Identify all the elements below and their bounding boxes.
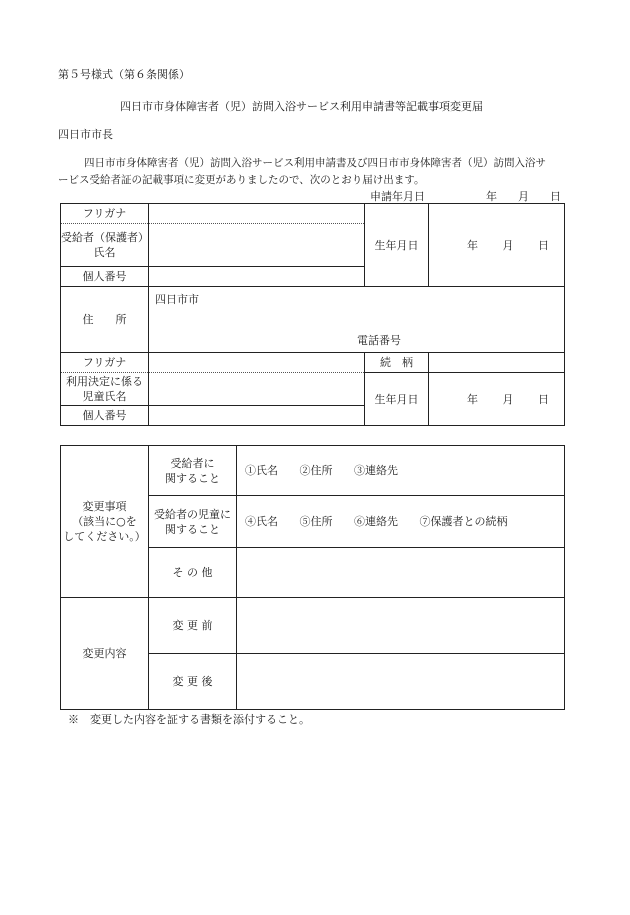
child-personal-number-label: 個人番号 [61,406,149,426]
recipient-options [237,446,565,496]
furigana-field[interactable] [149,204,365,224]
change-items-label-line1: 変更事項 [82,500,127,513]
option-recipient-contact[interactable]: ③連絡先 [354,464,398,477]
child-name-label [61,373,149,406]
child-name-label-line1: 利用決定に係る [66,375,143,388]
child-options [237,496,565,548]
option-recipient-address[interactable]: ②住所 [299,464,333,477]
application-month: 月 [518,190,529,203]
child-furigana-field[interactable] [149,353,365,373]
child-birth-date-field[interactable] [429,373,565,426]
personal-number-label: 個人番号 [61,267,149,287]
child-birth-month: 月 [502,392,514,406]
child-personal-number-field[interactable] [149,406,365,426]
child-birth-year: 年 [467,392,478,406]
intro-line-2: ービス受給者証の記載事項に変更がありましたので、次のとおり届け出ます。 [58,174,425,186]
recipient-name-label-line1: 受給者（保護者） [61,231,149,244]
option-child-contact[interactable]: ⑥連絡先 [354,515,398,528]
child-birth-date-label: 生年月日 [365,373,429,426]
change-table [60,445,565,710]
child-category-line2: 関すること [165,522,220,536]
birth-year: 年 [467,238,478,252]
option-child-relationship[interactable]: ⑦保護者との続柄 [419,515,508,528]
option-child-name[interactable]: ④氏名 [245,515,278,528]
address-prefill: 四日市市 [155,293,199,306]
change-items-label-line2: （該当に○を [72,515,137,528]
after-field[interactable] [237,654,565,710]
before-field[interactable] [237,598,565,654]
furigana-label: フリガナ [61,204,149,224]
recipient-category-line2: 関すること [165,471,220,485]
recipient-category-label [149,446,237,496]
birth-date-label: 生年月日 [365,204,429,287]
after-label: 変 更 後 [149,654,237,710]
relationship-field[interactable] [429,353,565,373]
relationship-label: 続 柄 [365,353,429,373]
applicant-table [60,203,565,426]
footnote: ※ 変更した内容を証する書類を添付すること。 [68,713,310,726]
recipient-name-label-line2: 氏名 [93,246,116,259]
other-label: そ の 他 [149,548,237,598]
application-date-label: 申請年月日 [370,190,425,203]
option-child-address[interactable]: ⑤住所 [299,515,333,528]
birth-month: 月 [502,238,514,252]
child-name-field[interactable] [149,373,365,406]
intro-line-1: 四日市市身体障害者（児）訪問入浴サービス利用申請書及び四日市市身体障害者（児）訪問入浴サ [84,157,546,169]
addressee: 四日市市長 [58,128,113,141]
child-name-label-line2: 児童氏名 [82,390,127,403]
birth-date-field[interactable] [429,204,565,287]
birth-day: 日 [538,238,549,252]
application-year: 年 [486,190,497,203]
application-day: 日 [550,190,561,203]
change-items-label-line3: してください。） [63,530,146,543]
address-field[interactable] [149,287,565,353]
recipient-name-label [61,224,149,267]
form-number: 第５号様式（第６条関係） [58,68,190,81]
child-category-label [149,496,237,548]
address-label: 住 所 [61,287,149,353]
child-category-line1: 受給者の児童に [154,507,231,521]
recipient-name-field[interactable] [149,224,365,267]
child-birth-day: 日 [538,392,549,406]
phone-label: 電話番号 [357,334,401,347]
option-recipient-name[interactable]: ①氏名 [245,464,278,477]
change-items-label [61,446,149,598]
before-label: 変 更 前 [149,598,237,654]
personal-number-field[interactable] [149,267,365,287]
form-title: 四日市市身体障害者（児）訪問入浴サービス利用申請書等記載事項変更届 [120,100,483,113]
change-content-label: 変更内容 [61,598,149,710]
child-furigana-label: フリガナ [61,353,149,373]
recipient-category-line1: 受給者に [170,456,215,470]
other-field[interactable] [237,548,565,598]
